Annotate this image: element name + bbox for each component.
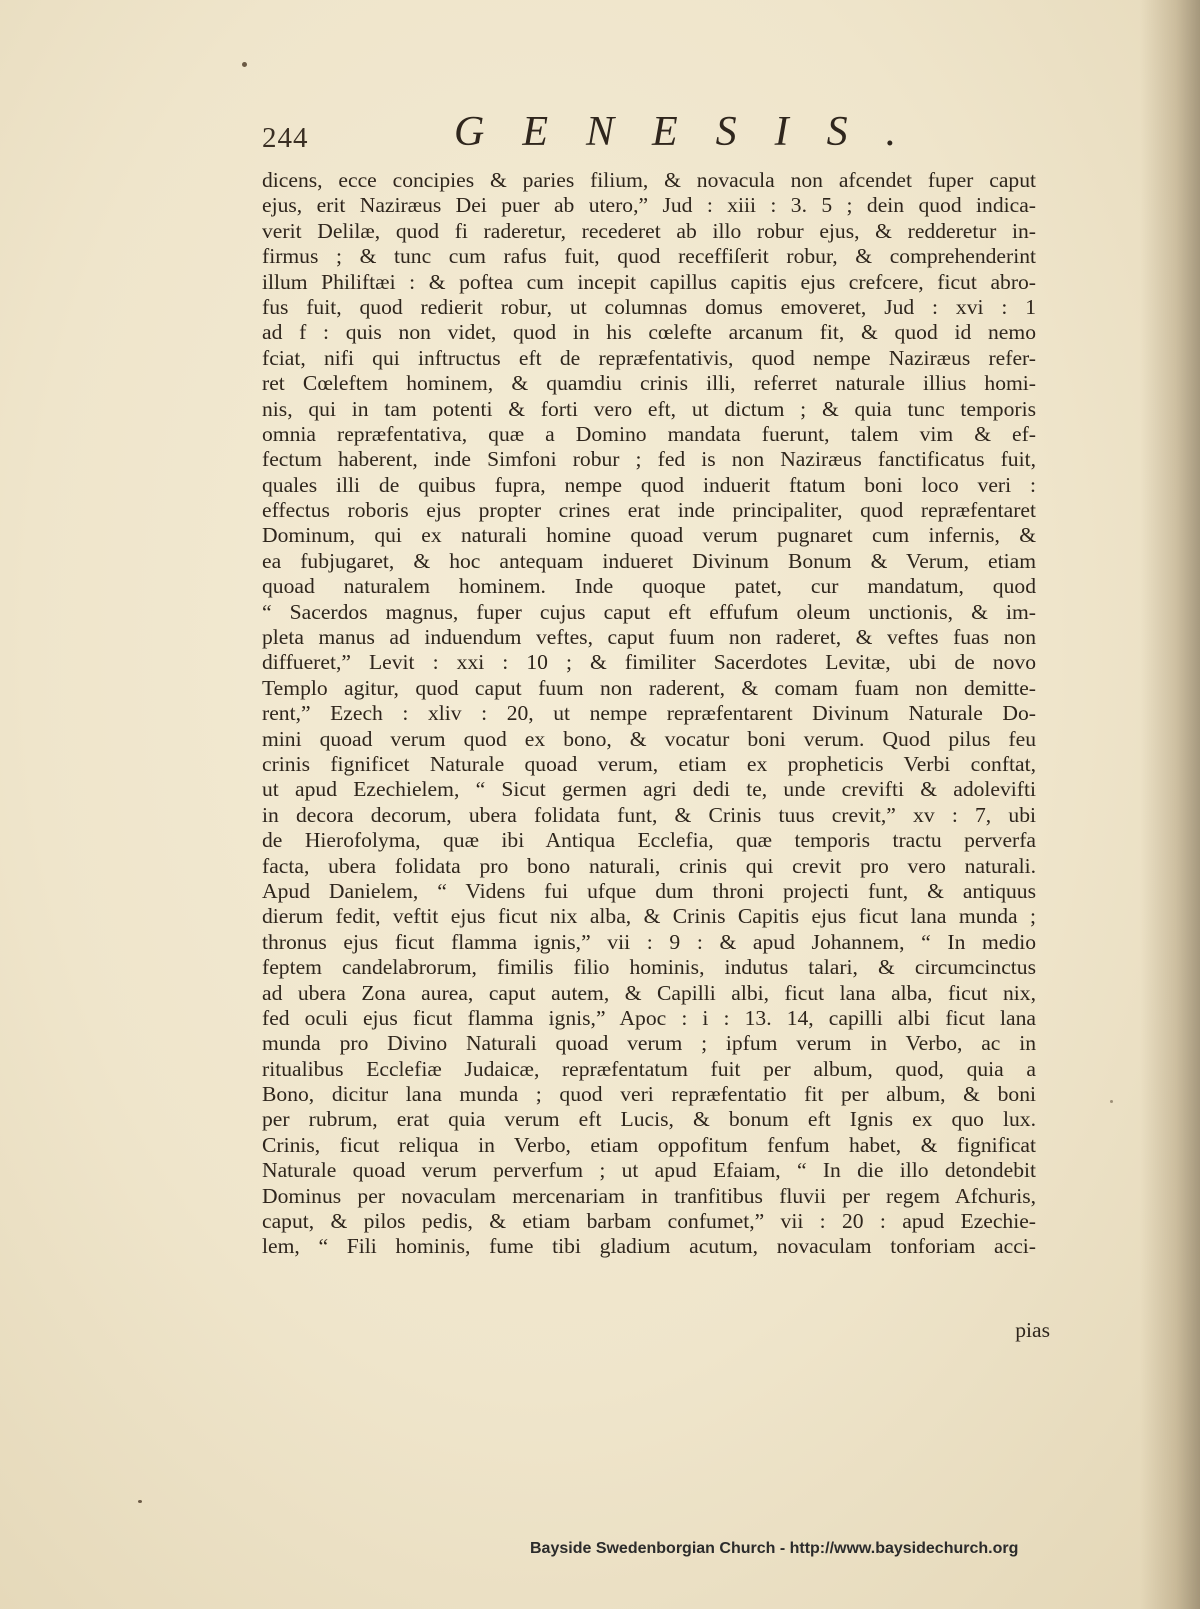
text-line: munda pro Divino Naturali quoad verum ; ipfum verum in Verbo, ac in [262, 1031, 1036, 1056]
text-line: rent,” Ezech : xliv : 20, ut nempe repræfentarent Divinum Naturale Do- [262, 701, 1036, 726]
text-line: thronus ejus ficut flamma ignis,” vii : 9 : & apud Johannem, “ In medio [262, 929, 1036, 954]
text-line: fciat, nifi qui inftructus eft de repræfentativis, quod nempe Naziræus refer- [262, 345, 1036, 370]
text-line: Crinis, ficut reliqua in Verbo, etiam oppofitum fenfum habet, & fignificat [262, 1132, 1036, 1157]
text-line: de Hierofolyma, quæ ibi Antiqua Ecclefia, quæ temporis tractu perverfa [262, 828, 1036, 853]
text-line: Apud Danielem, “ Videns fui ufque dum throni projecti funt, & antiquus [262, 878, 1036, 903]
text-line: diffueret,” Levit : xxi : 10 ; & fimiliter Sacerdotes Levitæ, ubi de novo [262, 650, 1036, 675]
text-line: Dominum, qui ex naturali homine quoad verum pugnaret cum infernis, & [262, 523, 1036, 548]
paper-speck [242, 62, 247, 67]
text-line: per rubrum, erat quia verum eft Lucis, & bonum eft Ignis ex quo lux. [262, 1107, 1036, 1132]
text-line: Templo agitur, quod caput fuum non raderent, & comam fuam non demitte- [262, 675, 1036, 700]
text-line: quales illi de quibus fupra, nempe quod induerit ftatum boni loco veri : [262, 472, 1036, 497]
paper-speck [138, 1500, 142, 1503]
text-line: omnia repræfentativa, quæ a Domino mandata fuerunt, talem vim & ef- [262, 421, 1036, 446]
text-line: Naturale quoad verum perverfum ; ut apud Efaiam, “ In die illo detondebit [262, 1158, 1036, 1183]
text-line: ret Cœleftem hominem, & quamdiu crinis illi, referret naturale illius homi- [262, 371, 1036, 396]
text-line: Bono, dicitur lana munda ; quod veri repræfentatio fit per album, & boni [262, 1082, 1036, 1107]
text-line: verit Delilæ, quod fi raderetur, recederet ab illo robur ejus, & redderetur in- [262, 218, 1036, 243]
text-line: fectum haberent, inde Simfoni robur ; fed is non Naziræus fanctificatus fuit, [262, 447, 1036, 472]
text-line: mini quoad verum quod ex bono, & vocatur boni verum. Quod pilus feu [262, 726, 1036, 751]
page-title: GENESIS. [454, 109, 935, 155]
text-line: ad f : quis non videt, quod in his cœlefte arcanum fit, & quod id nemo [262, 320, 1036, 345]
text-line: dicens, ecce concipies & paries filium, & novacula non afcendet fuper caput [262, 168, 1036, 192]
text-line: caput, & pilos pedis, & etiam barbam confumet,” vii : 20 : apud Ezechie- [262, 1209, 1036, 1234]
text-line: ut apud Ezechielem, “ Sicut germen agri dedi te, unde crevifti & adolevifti [262, 777, 1036, 802]
text-line: lem, “ Fili hominis, fume tibi gladium acutum, novaculam tonforiam acci- [262, 1234, 1036, 1259]
text-line: illum Philiftæi : & poftea cum incepit capillus capitis ejus crefcere, ficut abro- [262, 269, 1036, 294]
footer-credit: Bayside Swedenborgian Church - http://www.baysidechurch.org [530, 1540, 1019, 1557]
text-line: ea fubjugaret, & hoc antequam indueret Divinum Bonum & Verum, etiam [262, 548, 1036, 573]
text-line: ejus, erit Naziræus Dei puer ab utero,” Jud : xiii : 3. 5 ; dein quod indica- [262, 193, 1036, 218]
text-line: pleta manus ad induendum veftes, caput fuum non raderet, & veftes fuas non [262, 625, 1036, 650]
text-line: ad ubera Zona aurea, caput autem, & Capilli albi, ficut lana alba, ficut nix, [262, 980, 1036, 1005]
page-number: 244 [262, 122, 309, 154]
text-line: nis, qui in tam potenti & forti vero eft, ut dictum ; & quia tunc temporis [262, 396, 1036, 421]
text-line: in decora decorum, ubera folidata funt, & Crinis tuus crevit,” xv : 7, ubi [262, 802, 1036, 827]
text-line: fus fuit, quod redierit robur, ut columnas domus emoveret, Jud : xvi : 1 [262, 294, 1036, 319]
catchword: pias [1015, 1318, 1050, 1342]
text-line: firmus ; & tunc cum rafus fuit, quod receffiſerit robur, & comprehenderint [262, 244, 1036, 269]
text-line: crinis fignificet Naturale quoad verum, etiam ex propheticis Verbi conftat, [262, 751, 1036, 776]
text-line: facta, ubera folidata pro bono naturali, crinis qui crevit pro vero naturali. [262, 853, 1036, 878]
text-line: Dominus per novaculam mercenariam in tranfitibus fluvii per regem Afchuris, [262, 1183, 1036, 1208]
body-text [262, 168, 1036, 1260]
text-line: effectus roboris ejus propter crines erat inde principaliter, quod repræfentaret [262, 498, 1036, 523]
text-line: “ Sacerdos magnus, fuper cujus caput eft effufum oleum unctionis, & im- [262, 599, 1036, 624]
text-line: fed oculi ejus ficut flamma ignis,” Apoc : i : 13. 14, capilli albi ficut lana [262, 1005, 1036, 1030]
text-line: quoad naturalem hominem. Inde quoque patet, cur mandatum, quod [262, 574, 1036, 599]
text-line: dierum fedit, veftit ejus ficut nix alba, & Crinis Capitis ejus ficut lana munda ; [262, 904, 1036, 929]
text-line: feptem candelabrorum, fimilis filio hominis, indutus talari, & circumcinctus [262, 955, 1036, 980]
binding-shadow [1140, 0, 1200, 1609]
text-line: ritualibus Ecclefiæ Judaicæ, repræfentatum fuit per album, quod, quia a [262, 1056, 1036, 1081]
running-head [262, 108, 935, 168]
paper-speck [1110, 1100, 1113, 1103]
